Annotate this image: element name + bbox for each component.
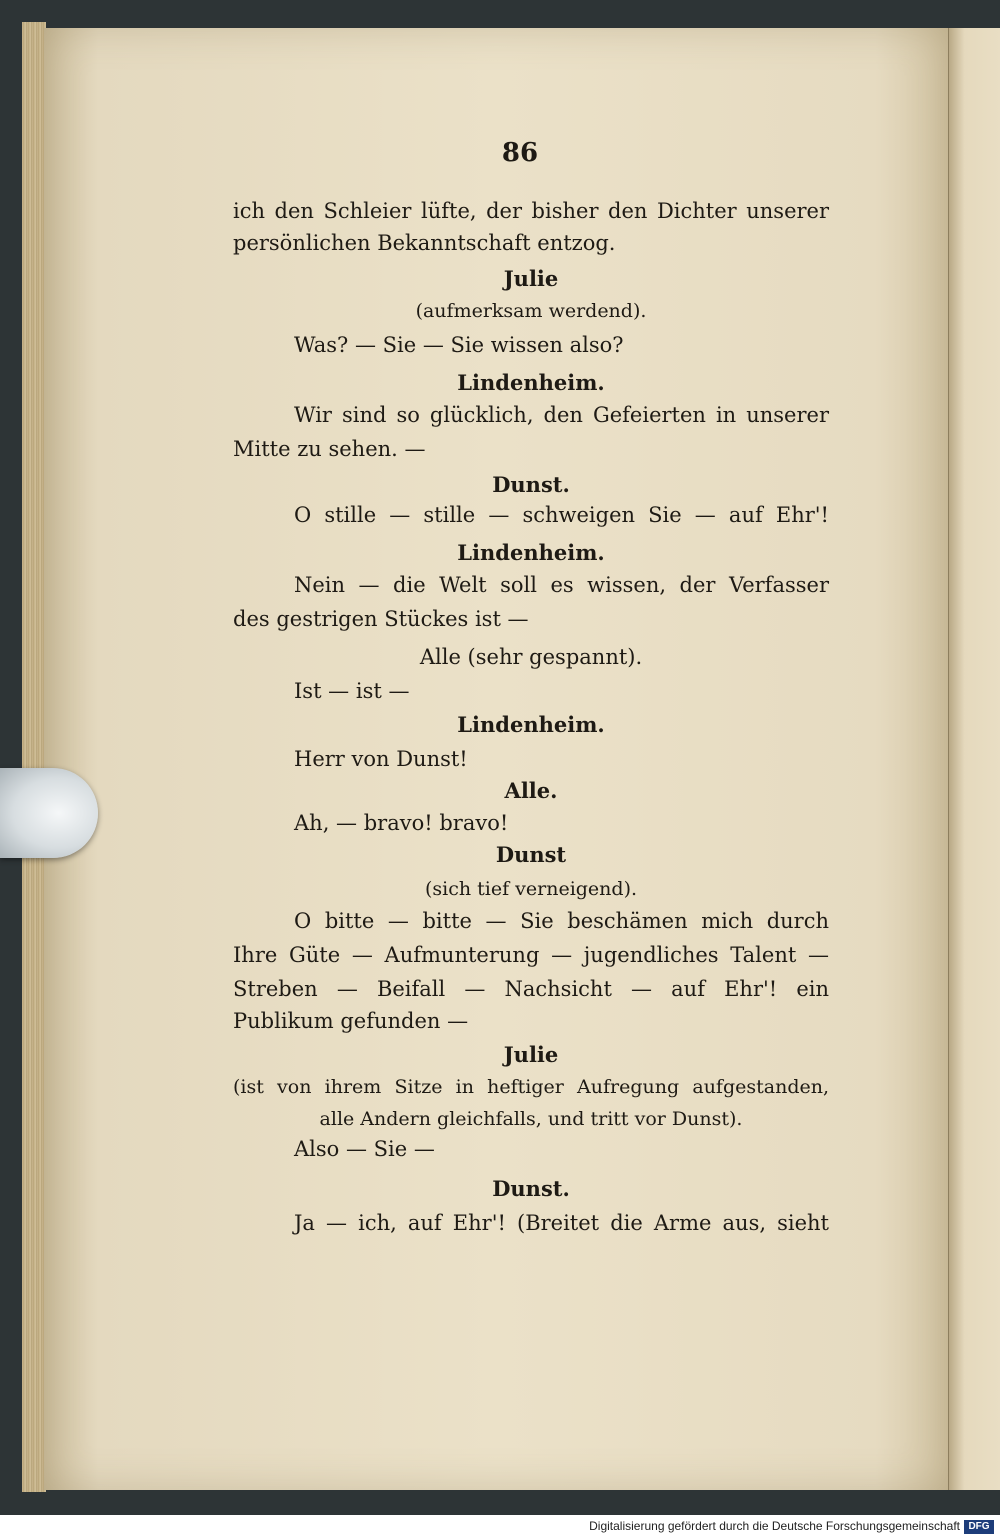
speaker-name: Alle. — [504, 778, 558, 803]
text-line: Was? — Sie — Sie wissen also? — [294, 333, 624, 357]
speaker-name: Lindenheim. — [457, 540, 605, 565]
funding-credit: Digitalisierung gefördert durch die Deutsche Forschungsgemeinschaft — [589, 1519, 960, 1533]
speaker-name: Julie — [503, 1042, 559, 1067]
text-line: Nein — die Welt soll es wissen, der Verfasser — [294, 573, 829, 597]
text-line: Ihre Güte — Aufmunterung — jugendliches Talent — — [233, 943, 829, 967]
speaker-name: Lindenheim. — [457, 712, 605, 737]
stage-direction: alle Andern gleichfalls, und tritt vor Dunst). — [319, 1108, 743, 1130]
text-line: Ja — ich, auf Ehr'! (Breitet die Arme aus, sieht — [294, 1211, 829, 1235]
scanner-clip — [0, 768, 98, 858]
text-line: des gestrigen Stückes ist — — [233, 607, 529, 631]
text-line: Mitte zu sehen. — — [233, 437, 426, 461]
speaker-name: Dunst — [495, 842, 567, 867]
facing-page-edge — [948, 28, 1000, 1490]
text-line: Ah, — bravo! bravo! — [294, 811, 509, 835]
footer-bar — [0, 1515, 1000, 1539]
dfg-logo-icon: DFG — [964, 1520, 994, 1534]
text-line: Ist — ist — — [294, 679, 410, 703]
speaker-name: Dunst. — [492, 472, 570, 497]
speaker-name: Julie — [503, 266, 559, 291]
text-line: ich den Schleier lüfte, der bisher den Dichter unserer — [233, 199, 829, 223]
text-line: O bitte — bitte — Sie beschämen mich durch — [294, 909, 829, 933]
text-line: Wir sind so glücklich, den Gefeierten in unserer — [294, 403, 829, 427]
text-line: Also — Sie — — [294, 1137, 435, 1161]
page-edges — [22, 22, 46, 1492]
text-line: Streben — Beifall — Nachsicht — auf Ehr'! ein — [233, 977, 829, 1001]
stage-direction: (sich tief verneigend). — [424, 878, 638, 900]
page-number: 86 — [501, 138, 539, 168]
text-line: persönlichen Bekanntschaft entzog. — [233, 231, 616, 255]
speaker-name: Dunst. — [492, 1176, 570, 1201]
text-line: Alle (sehr gespannt). — [419, 645, 643, 669]
stage-direction: (ist von ihrem Sitze in heftiger Aufregung aufgestanden, — [233, 1076, 829, 1098]
text-line: Publikum gefunden — — [233, 1009, 469, 1033]
stage-direction: (aufmerksam werdend). — [415, 300, 647, 322]
text-line: O stille — stille — schweigen Sie — auf Ehr'! — [294, 503, 829, 527]
speaker-name: Lindenheim. — [457, 370, 605, 395]
text-line: Herr von Dunst! — [294, 747, 468, 771]
